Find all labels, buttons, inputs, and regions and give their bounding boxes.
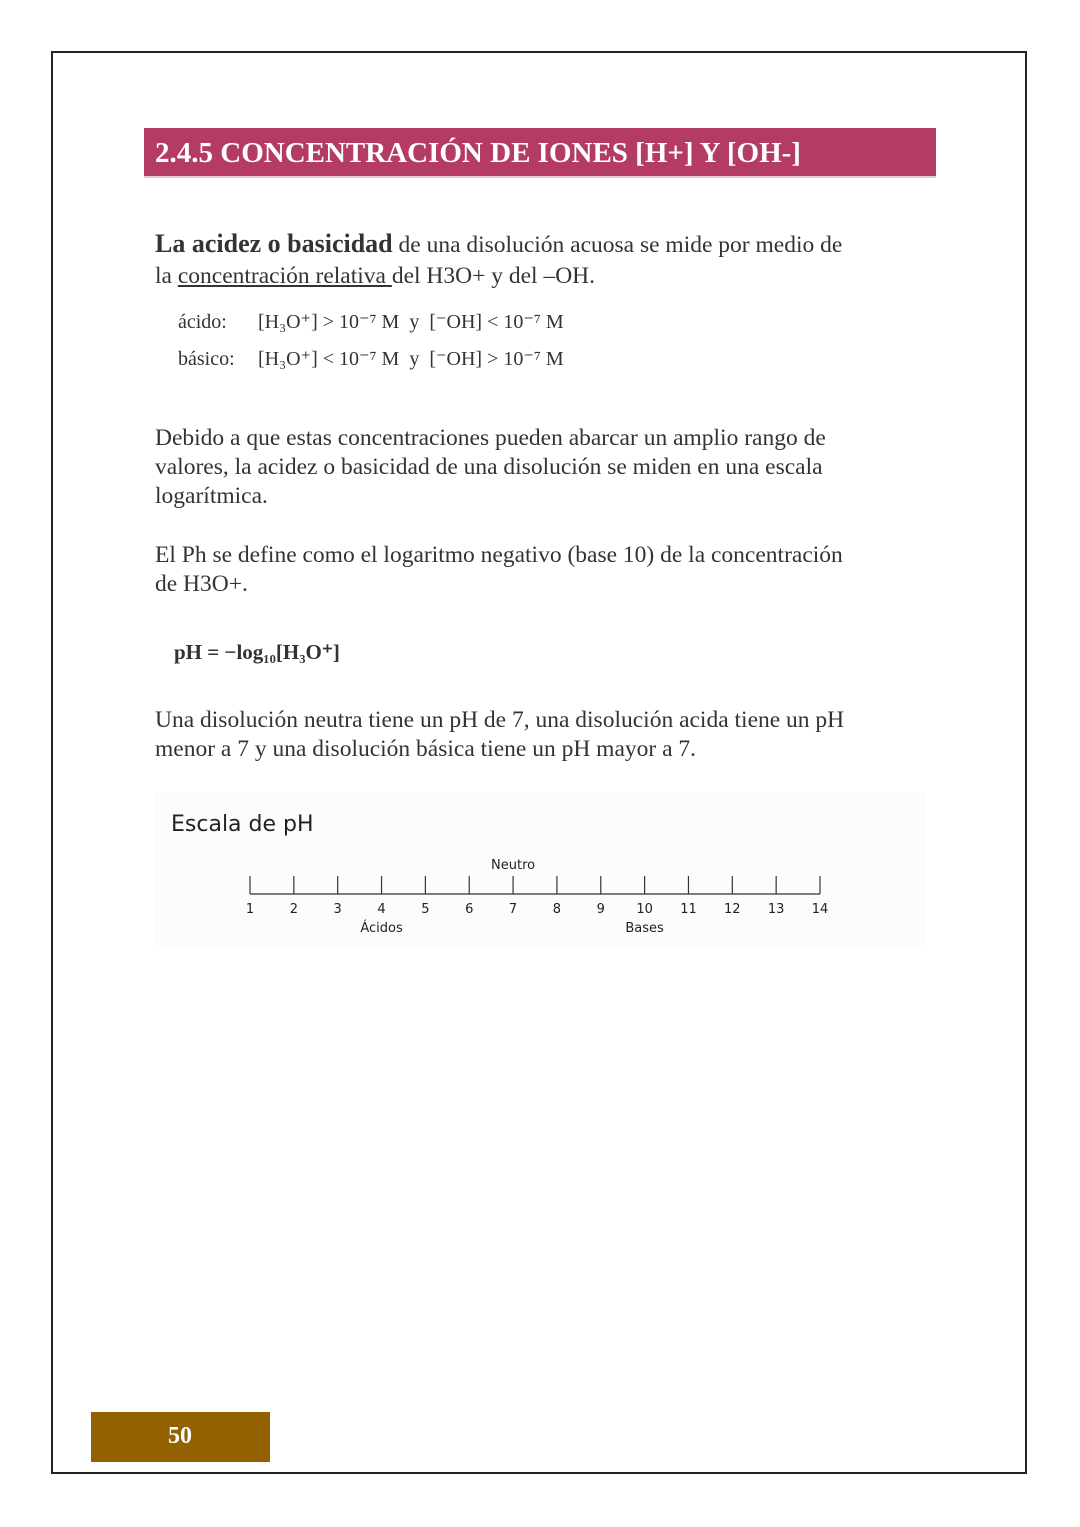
intro-underlined: concentración relativa	[177, 263, 392, 289]
page-number: 50	[168, 1423, 192, 1449]
scale-tick-label: 13	[767, 902, 785, 917]
section-header	[144, 128, 936, 178]
scale-tick-label: 2	[289, 902, 298, 917]
scale-tick-label: 7	[508, 902, 518, 917]
condition-y: y	[409, 311, 420, 333]
condition-label: básico:	[178, 348, 235, 370]
neutral-label: Neutro	[491, 858, 536, 873]
bases-label: Bases	[625, 921, 664, 936]
acids-label: Ácidos	[360, 921, 403, 936]
scale-tick-label: 11	[680, 902, 697, 917]
ph-scale-title: Escala de pH	[171, 812, 314, 837]
scale-tick-label: 14	[811, 902, 829, 917]
condition-oh: [⁻OH] < 10⁻⁷ M	[429, 311, 564, 333]
intro-text: la	[155, 263, 178, 289]
paragraph-2-line: logarítmica.	[155, 483, 268, 509]
condition-h3o: [H₃O⁺] < 10⁻⁷ M	[258, 348, 400, 370]
scale-tick-label: 4	[377, 902, 386, 917]
intro-text: del H3O+ y del –OH.	[391, 263, 596, 289]
page-number-box	[91, 1412, 270, 1462]
scale-tick-label: 5	[421, 902, 430, 917]
scale-tick-label: 3	[333, 902, 342, 917]
scale-tick-label: 1	[245, 902, 255, 917]
scale-tick-label: 12	[724, 902, 741, 917]
condition-oh: [⁻OH] > 10⁻⁷ M	[429, 348, 564, 370]
paragraph-4-line: menor a 7 y una disolución básica tiene un pH mayor a 7.	[155, 736, 697, 762]
scale-tick-label: 10	[636, 902, 653, 917]
ph-scale-axis	[154, 792, 926, 950]
intro-line-2	[155, 262, 595, 290]
ph-equation: pH = −log₁₀[H₃O⁺]	[174, 640, 340, 664]
condition-acid	[178, 309, 564, 334]
intro-text: de una disolución acuosa se mide por medio de	[392, 232, 843, 258]
condition-label: ácido:	[178, 311, 227, 333]
intro-bold: La acidez o basicidad	[155, 229, 393, 258]
paragraph-3-line: El Ph se define como el logaritmo negativo (base 10) de la concentración	[155, 542, 843, 568]
paragraph-3-line: de H3O+.	[155, 571, 248, 597]
paragraph-2-line: Debido a que estas concentraciones pueden abarcar un amplio rango de	[155, 425, 826, 451]
ph-scale-figure	[154, 792, 926, 950]
section-title: 2.4.5 CONCENTRACIÓN DE IONES [H+] Y [OH-]	[155, 137, 801, 169]
scale-tick-label: 8	[552, 902, 562, 917]
paragraph-2-line: valores, la acidez o basicidad de una disolución se miden en una escala	[155, 454, 823, 480]
condition-h3o: [H₃O⁺] > 10⁻⁷ M	[258, 311, 400, 333]
condition-y: y	[409, 348, 420, 370]
paragraph-4-line: Una disolución neutra tiene un pH de 7, una disolución acida tiene un pH	[155, 707, 845, 733]
scale-tick-label: 9	[596, 902, 605, 917]
scale-tick-label: 6	[465, 902, 474, 917]
condition-basic	[178, 346, 564, 371]
intro-line-1	[155, 230, 842, 259]
